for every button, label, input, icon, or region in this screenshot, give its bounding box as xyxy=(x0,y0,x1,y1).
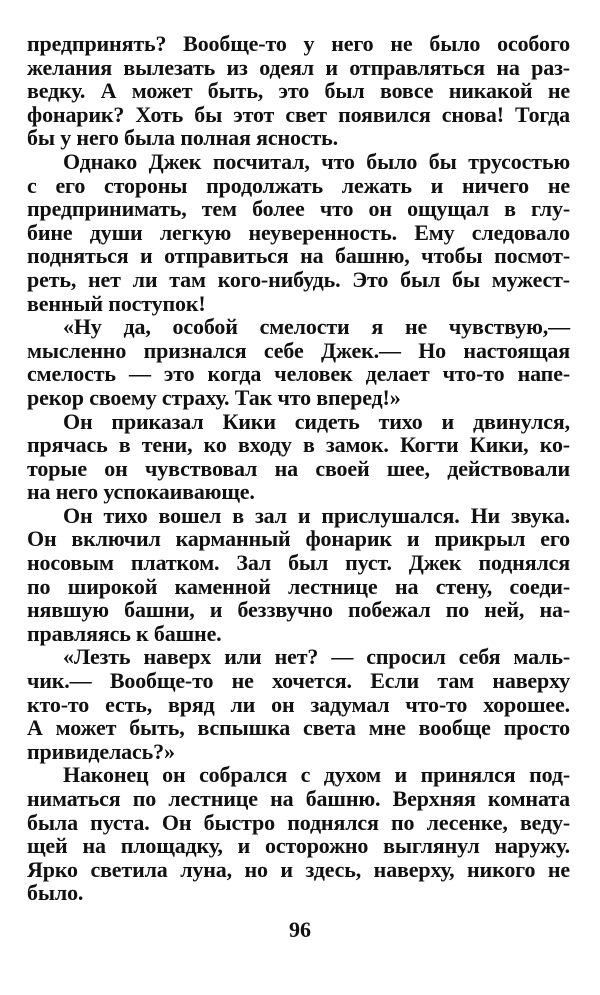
text-line: кто-то есть, вряд ли он задумал что-то хорошее. xyxy=(27,691,570,717)
text-line: Наконец он собрался с духом и принялся под- xyxy=(63,762,570,788)
text-line: на него успокаивающе. xyxy=(27,479,255,505)
text-line: «Ну да, особой смелости я не чувствую,— xyxy=(63,314,570,340)
text-line: чик.— Вообще-то не хочется. Если там наверху xyxy=(27,668,570,694)
text-line: Он тихо вошел в зал и прислушался. Ни звука. xyxy=(63,502,570,528)
text-line: была пуста. Он быстро поднялся по лесенке, веду- xyxy=(27,809,570,835)
page-number: 96 xyxy=(289,917,311,942)
text-line: нявшую башни, и беззвучно побежал по ней, на- xyxy=(27,597,570,623)
text-line: бине души легкую неуверенность. Ему следовало xyxy=(27,219,570,245)
text-line: подняться и отправиться на башню, чтобы посмот- xyxy=(27,243,570,269)
text-line: привиделась?» xyxy=(27,738,175,764)
text-line: Ярко светила луна, но и здесь, наверху, никого не xyxy=(27,856,570,882)
text-line: торые он чувствовал на своей шее, действовали xyxy=(27,455,570,481)
text-line: венный поступок! xyxy=(27,290,206,316)
text-line: прячась в тени, ко входу в замок. Когти Кики, ко- xyxy=(27,432,570,458)
text-line: ведку. А может быть, это был вовсе никакой не xyxy=(27,78,570,104)
text-line: предпринять? Вообще-то у него не было особого xyxy=(27,31,570,56)
text-line: реть, нет ли там кого-нибудь. Это был бы мужест- xyxy=(27,266,570,292)
text-line: смелость — это когда человек делает что-то напе- xyxy=(27,361,570,387)
text-line: фонарик? Хоть бы этот свет появился снова! Тогда xyxy=(27,101,570,127)
text-line: предпринимать, тем более что он ощущал в глу- xyxy=(27,196,570,222)
text-line: бы у него была полная ясность. xyxy=(27,125,338,151)
text-line: щей на площадку, и осторожно выглянул наружу. xyxy=(27,833,570,859)
text-line: с его стороны продолжать лежать и ничего не xyxy=(27,172,570,198)
text-line: Он приказал Кики сидеть тихо и двинулся, xyxy=(63,408,570,434)
body-text xyxy=(27,32,570,905)
text-line: носовым платком. Зал был пуст. Джек поднялся xyxy=(27,550,570,576)
text-line: было. xyxy=(27,880,84,906)
text-line: А может быть, вспышка света мне вообще просто xyxy=(27,715,570,741)
text-line: «Лезть наверх или нет? — спросил себя маль- xyxy=(63,644,570,670)
text-line: правляясь к башне. xyxy=(27,620,222,646)
text-line: Однако Джек посчитал, что было бы трусостью xyxy=(63,148,570,174)
text-line: желания вылезать из одеял и отправляться на раз- xyxy=(27,54,570,80)
text-line: мысленно признался себе Джек.— Но настоящая xyxy=(27,337,570,363)
text-line: рекор своему страху. Так что вперед!» xyxy=(27,384,401,410)
text-line: Он включил карманный фонарик и прикрыл его xyxy=(27,526,570,552)
text-line: ниматься по лестнице на башню. Верхняя комната xyxy=(27,786,570,811)
text-line: по широкой каменной лестнице на стену, соеди- xyxy=(27,573,570,599)
